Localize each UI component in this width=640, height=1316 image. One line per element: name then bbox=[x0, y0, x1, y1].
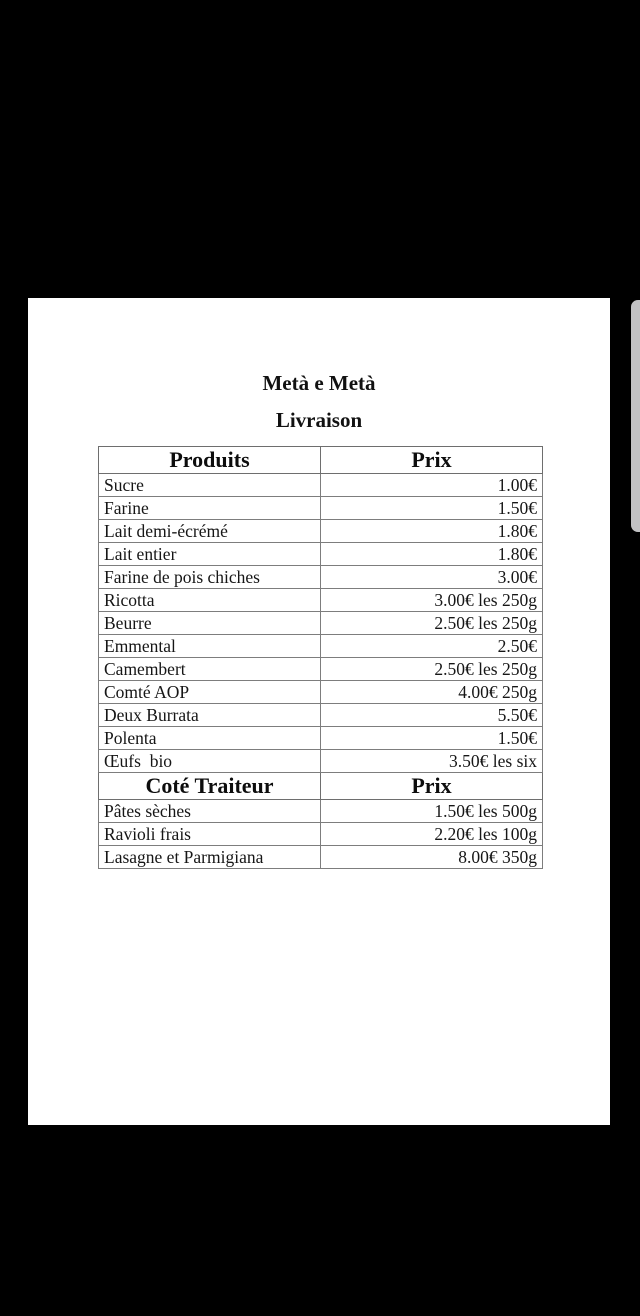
price-cell: 4.00€ 250g bbox=[321, 681, 543, 704]
price-cell: 8.00€ 350g bbox=[321, 846, 543, 869]
product-cell: Ricotta bbox=[99, 589, 321, 612]
table-row bbox=[99, 543, 543, 566]
table-row bbox=[99, 612, 543, 635]
price-cell: 2.20€ les 100g bbox=[321, 823, 543, 846]
price-cell: 1.50€ bbox=[321, 497, 543, 520]
col-header-price: Prix bbox=[321, 773, 543, 800]
table-row bbox=[99, 800, 543, 823]
table-row bbox=[99, 727, 543, 750]
product-cell: Farine bbox=[99, 497, 321, 520]
product-cell: Farine de pois chiches bbox=[99, 566, 321, 589]
price-cell: 1.50€ bbox=[321, 727, 543, 750]
scrollbar-thumb[interactable] bbox=[631, 300, 640, 532]
product-cell: Pâtes sèches bbox=[99, 800, 321, 823]
table-row bbox=[99, 589, 543, 612]
price-cell: 2.50€ les 250g bbox=[321, 612, 543, 635]
product-cell: Lasagne et Parmigiana bbox=[99, 846, 321, 869]
table-row bbox=[99, 520, 543, 543]
product-cell: Camembert bbox=[99, 658, 321, 681]
document-title: Metà e Metà bbox=[262, 371, 376, 395]
price-table bbox=[98, 446, 543, 869]
product-cell: Comté AOP bbox=[99, 681, 321, 704]
price-cell: 3.00€ bbox=[321, 566, 543, 589]
table-row bbox=[99, 474, 543, 497]
col-header-products: Produits bbox=[99, 447, 321, 474]
product-cell: Deux Burrata bbox=[99, 704, 321, 727]
product-cell: Sucre bbox=[99, 474, 321, 497]
price-cell: 5.50€ bbox=[321, 704, 543, 727]
product-cell: Œufs bio bbox=[99, 750, 321, 773]
product-cell: Lait demi-écrémé bbox=[99, 520, 321, 543]
product-cell: Ravioli frais bbox=[99, 823, 321, 846]
document-page bbox=[28, 298, 610, 1125]
document-subtitle: Livraison bbox=[275, 408, 363, 432]
price-cell: 2.50€ bbox=[321, 635, 543, 658]
price-cell: 1.00€ bbox=[321, 474, 543, 497]
col-header-price: Prix bbox=[321, 447, 543, 474]
product-cell: Polenta bbox=[99, 727, 321, 750]
table-row bbox=[99, 681, 543, 704]
product-cell: Emmental bbox=[99, 635, 321, 658]
table-row bbox=[99, 658, 543, 681]
table-row bbox=[99, 497, 543, 520]
price-cell: 3.00€ les 250g bbox=[321, 589, 543, 612]
table-row bbox=[99, 846, 543, 869]
product-cell: Lait entier bbox=[99, 543, 321, 566]
table-header-row bbox=[99, 773, 543, 800]
price-cell: 1.80€ bbox=[321, 543, 543, 566]
price-cell: 3.50€ les six bbox=[321, 750, 543, 773]
table-row bbox=[99, 566, 543, 589]
table-row bbox=[99, 823, 543, 846]
price-cell: 2.50€ les 250g bbox=[321, 658, 543, 681]
table-row bbox=[99, 704, 543, 727]
table-row bbox=[99, 635, 543, 658]
col-header-traiteur: Coté Traiteur bbox=[99, 773, 321, 800]
price-cell: 1.50€ les 500g bbox=[321, 800, 543, 823]
price-cell: 1.80€ bbox=[321, 520, 543, 543]
table-row bbox=[99, 750, 543, 773]
product-cell: Beurre bbox=[99, 612, 321, 635]
table-header-row bbox=[99, 447, 543, 474]
